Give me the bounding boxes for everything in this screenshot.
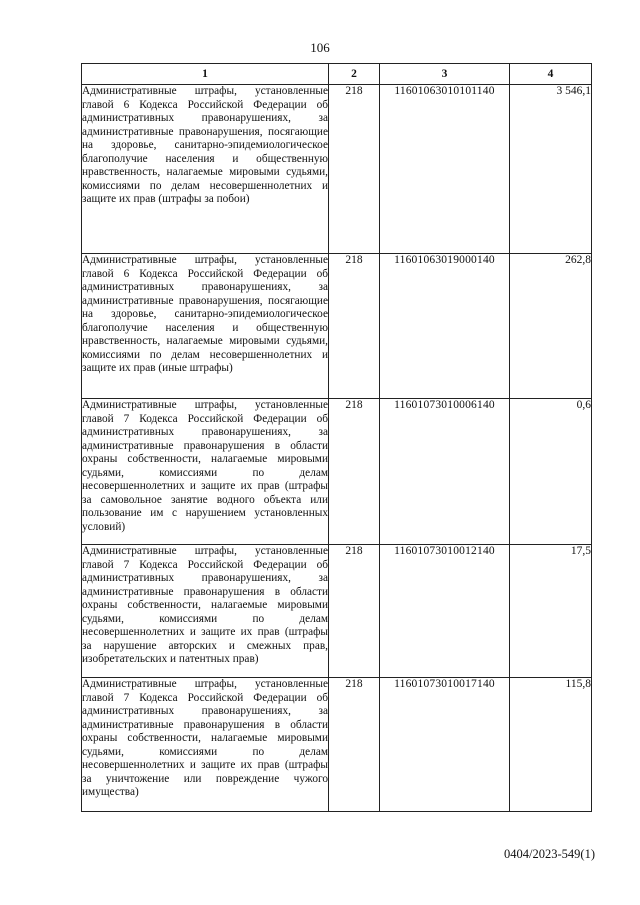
header-col-4: 4 [510,64,592,85]
row-admin-code: 218 [329,254,380,399]
document-footer-code: 0404/2023-549(1) [504,847,595,861]
table-row [82,545,592,678]
table-header-row [82,64,592,85]
row-budget-code: 11601063010101140 [380,85,510,254]
row-amount: 17,5 [510,545,592,678]
table-row [82,678,592,812]
row-budget-code: 11601073010006140 [380,399,510,545]
header-col-2: 2 [329,64,380,85]
row-description: Административные штрафы, установленные главой 7 Кодекса Российской Федерации об административных правонарушениях, за административные правонарушения в области охраны собственности, налагаемые мировыми судьями, комиссиями по делам несовершеннолетних и защите их прав (штрафы за самовольное занятие водного объекта или пользование им с нарушением установленных условий) [82,399,329,545]
header-col-3: 3 [380,64,510,85]
table-row [82,85,592,254]
row-amount: 115,8 [510,678,592,812]
revenue-table [81,63,592,812]
row-description: Административные штрафы, установленные главой 6 Кодекса Российской Федерации об административных правонарушениях, за административные правонарушения, посягающие на здоровье, санитарно-эпидемиологическое благополучие населения и общественную нравственность, налагаемые мировыми судьями, комиссиями по делам несовершеннолетних и защите их прав (иные штрафы) [82,254,329,399]
row-budget-code: 11601063019000140 [380,254,510,399]
row-description: Административные штрафы, установленные главой 6 Кодекса Российской Федерации об административных правонарушениях, за административные правонарушения, посягающие на здоровье, санитарно-эпидемиологическое благополучие населения и общественную нравственность, налагаемые мировыми судьями, комиссиями по делам несовершеннолетних и защите их прав (штрафы за побои) [82,85,329,254]
header-col-1: 1 [82,64,329,85]
row-admin-code: 218 [329,399,380,545]
table-row [82,254,592,399]
row-description: Административные штрафы, установленные главой 7 Кодекса Российской Федерации об административных правонарушениях, за административные правонарушения в области охраны собственности, налагаемые мировыми судьями, комиссиями по делам несовершеннолетних и защите их прав (штрафы за уничтожение или повреждение чужого имущества) [82,678,329,812]
row-budget-code: 11601073010017140 [380,678,510,812]
row-description: Административные штрафы, установленные главой 7 Кодекса Российской Федерации об административных правонарушениях, за административные правонарушения в области охраны собственности, налагаемые мировыми судьями, комиссиями по делам несовершеннолетних и защите их прав (штрафы за нарушение авторских и смежных прав, изобретательских и патентных прав) [82,545,329,678]
row-budget-code: 11601073010012140 [380,545,510,678]
page-number: 106 [310,40,330,55]
row-admin-code: 218 [329,545,380,678]
row-amount: 3 546,1 [510,85,592,254]
row-admin-code: 218 [329,85,380,254]
table-row [82,399,592,545]
row-amount: 262,8 [510,254,592,399]
row-admin-code: 218 [329,678,380,812]
row-amount: 0,6 [510,399,592,545]
